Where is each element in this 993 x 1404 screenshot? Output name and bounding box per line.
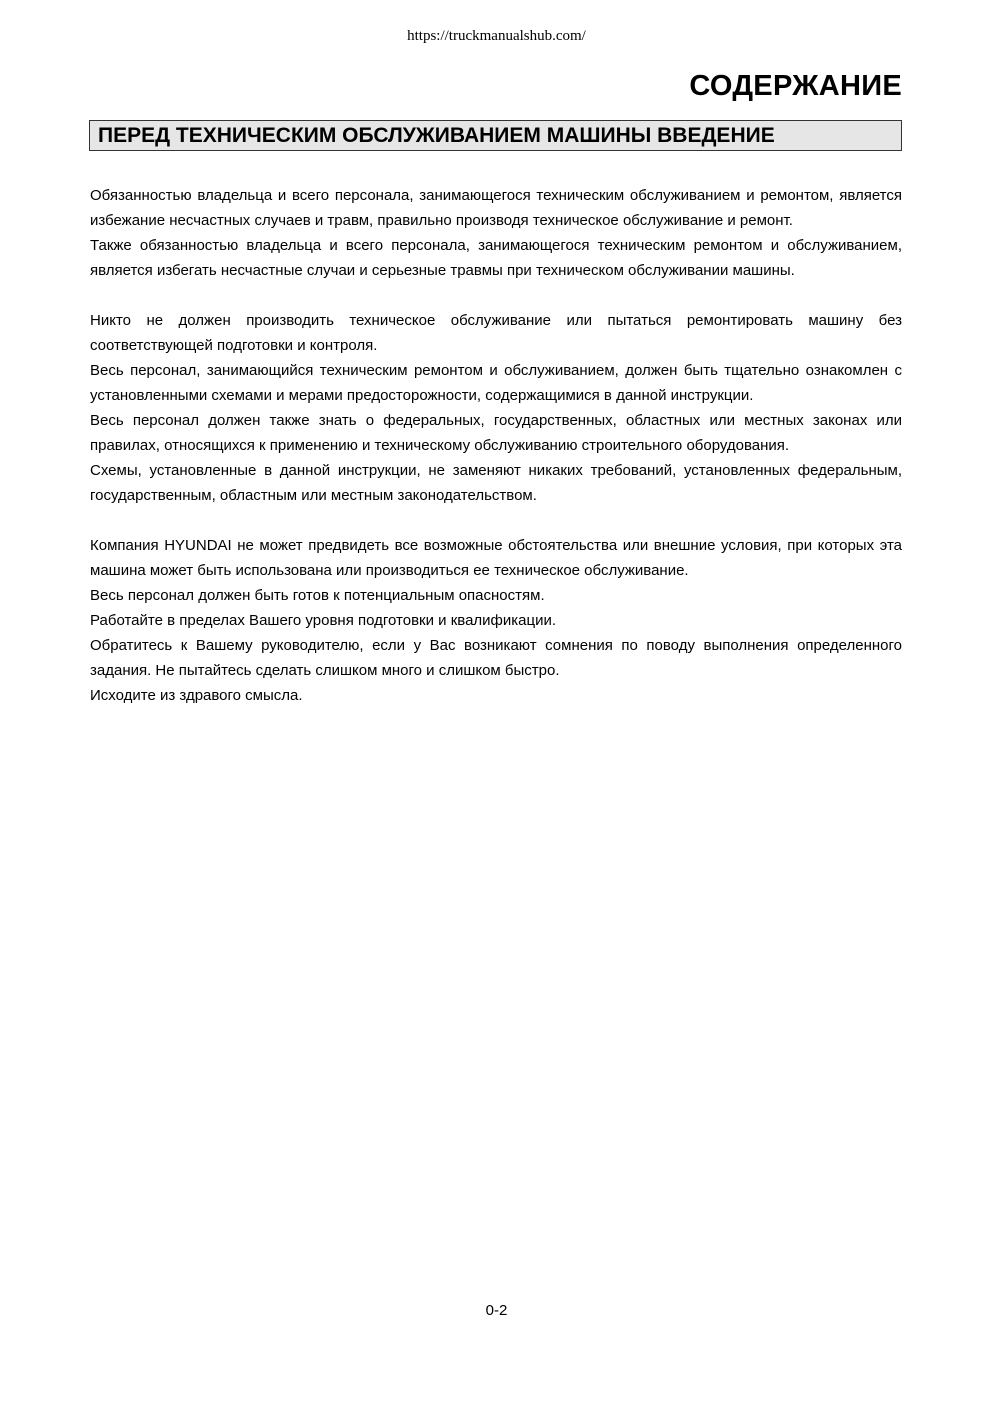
paragraph-gap xyxy=(90,283,902,308)
paragraph-gap xyxy=(90,508,902,533)
section-title: ПЕРЕД ТЕХНИЧЕСКИМ ОБСЛУЖИВАНИЕМ МАШИНЫ ВВЕДЕНИЕ xyxy=(98,124,775,147)
paragraph: Обязанностью владельца и всего персонала, занимающегося техническим обслуживанием и ремонтом, является избежание несчастных случаев и травм, правильно производя техническое обслуживание и ремонт. xyxy=(90,187,902,229)
paragraph: Схемы, установленные в данной инструкции, не заменяют никаких требований, установленных федеральным, государственным, областным или местным законодательством. xyxy=(90,462,902,504)
paragraph: Исходите из здравого смысла. xyxy=(90,687,303,704)
paragraph: Также обязанностью владельца и всего персонала, занимающегося техническим ремонтом и обслуживанием, является избегать несчастные случаи и серьезные травмы при техническом обслуживании машины. xyxy=(90,237,902,279)
section-header xyxy=(89,120,902,151)
paragraph: Весь персонал должен также знать о федеральных, государственных, областных или местных законах или правилах, относящихся к применению и техническому обслуживанию строительного оборудования. xyxy=(90,412,902,454)
paragraph: Работайте в пределах Вашего уровня подготовки и квалификации. xyxy=(90,612,557,629)
paragraph: Никто не должен производить техническое обслуживание или пытаться ремонтировать машину без соответствующей подготовки и контроля. xyxy=(90,312,902,354)
paragraph: Обратитесь к Вашему руководителю, если у Вас возникают сомнения по поводу выполнения определенного задания. Не пытайтесь сделать слишком много и слишком быстро. xyxy=(90,637,902,679)
paragraph: Весь персонал должен быть готов к потенциальным опасностям. xyxy=(90,587,545,604)
body-text xyxy=(90,183,902,708)
header-url: https://truckmanualshub.com/ xyxy=(407,28,586,44)
page-title: СОДЕРЖАНИЕ xyxy=(689,70,902,102)
paragraph: Весь персонал, занимающийся техническим ремонтом и обслуживанием, должен быть тщательно ознакомлен с установленными схемами и мерами предосторожности, содержащимися в данной инструкции. xyxy=(90,362,902,404)
page-number: 0-2 xyxy=(485,1302,508,1319)
paragraph: Компания HYUNDAI не может предвидеть все возможные обстоятельства или внешние условия, при которых эта машина может быть использована или производиться ее техническое обслуживание. xyxy=(90,537,902,579)
